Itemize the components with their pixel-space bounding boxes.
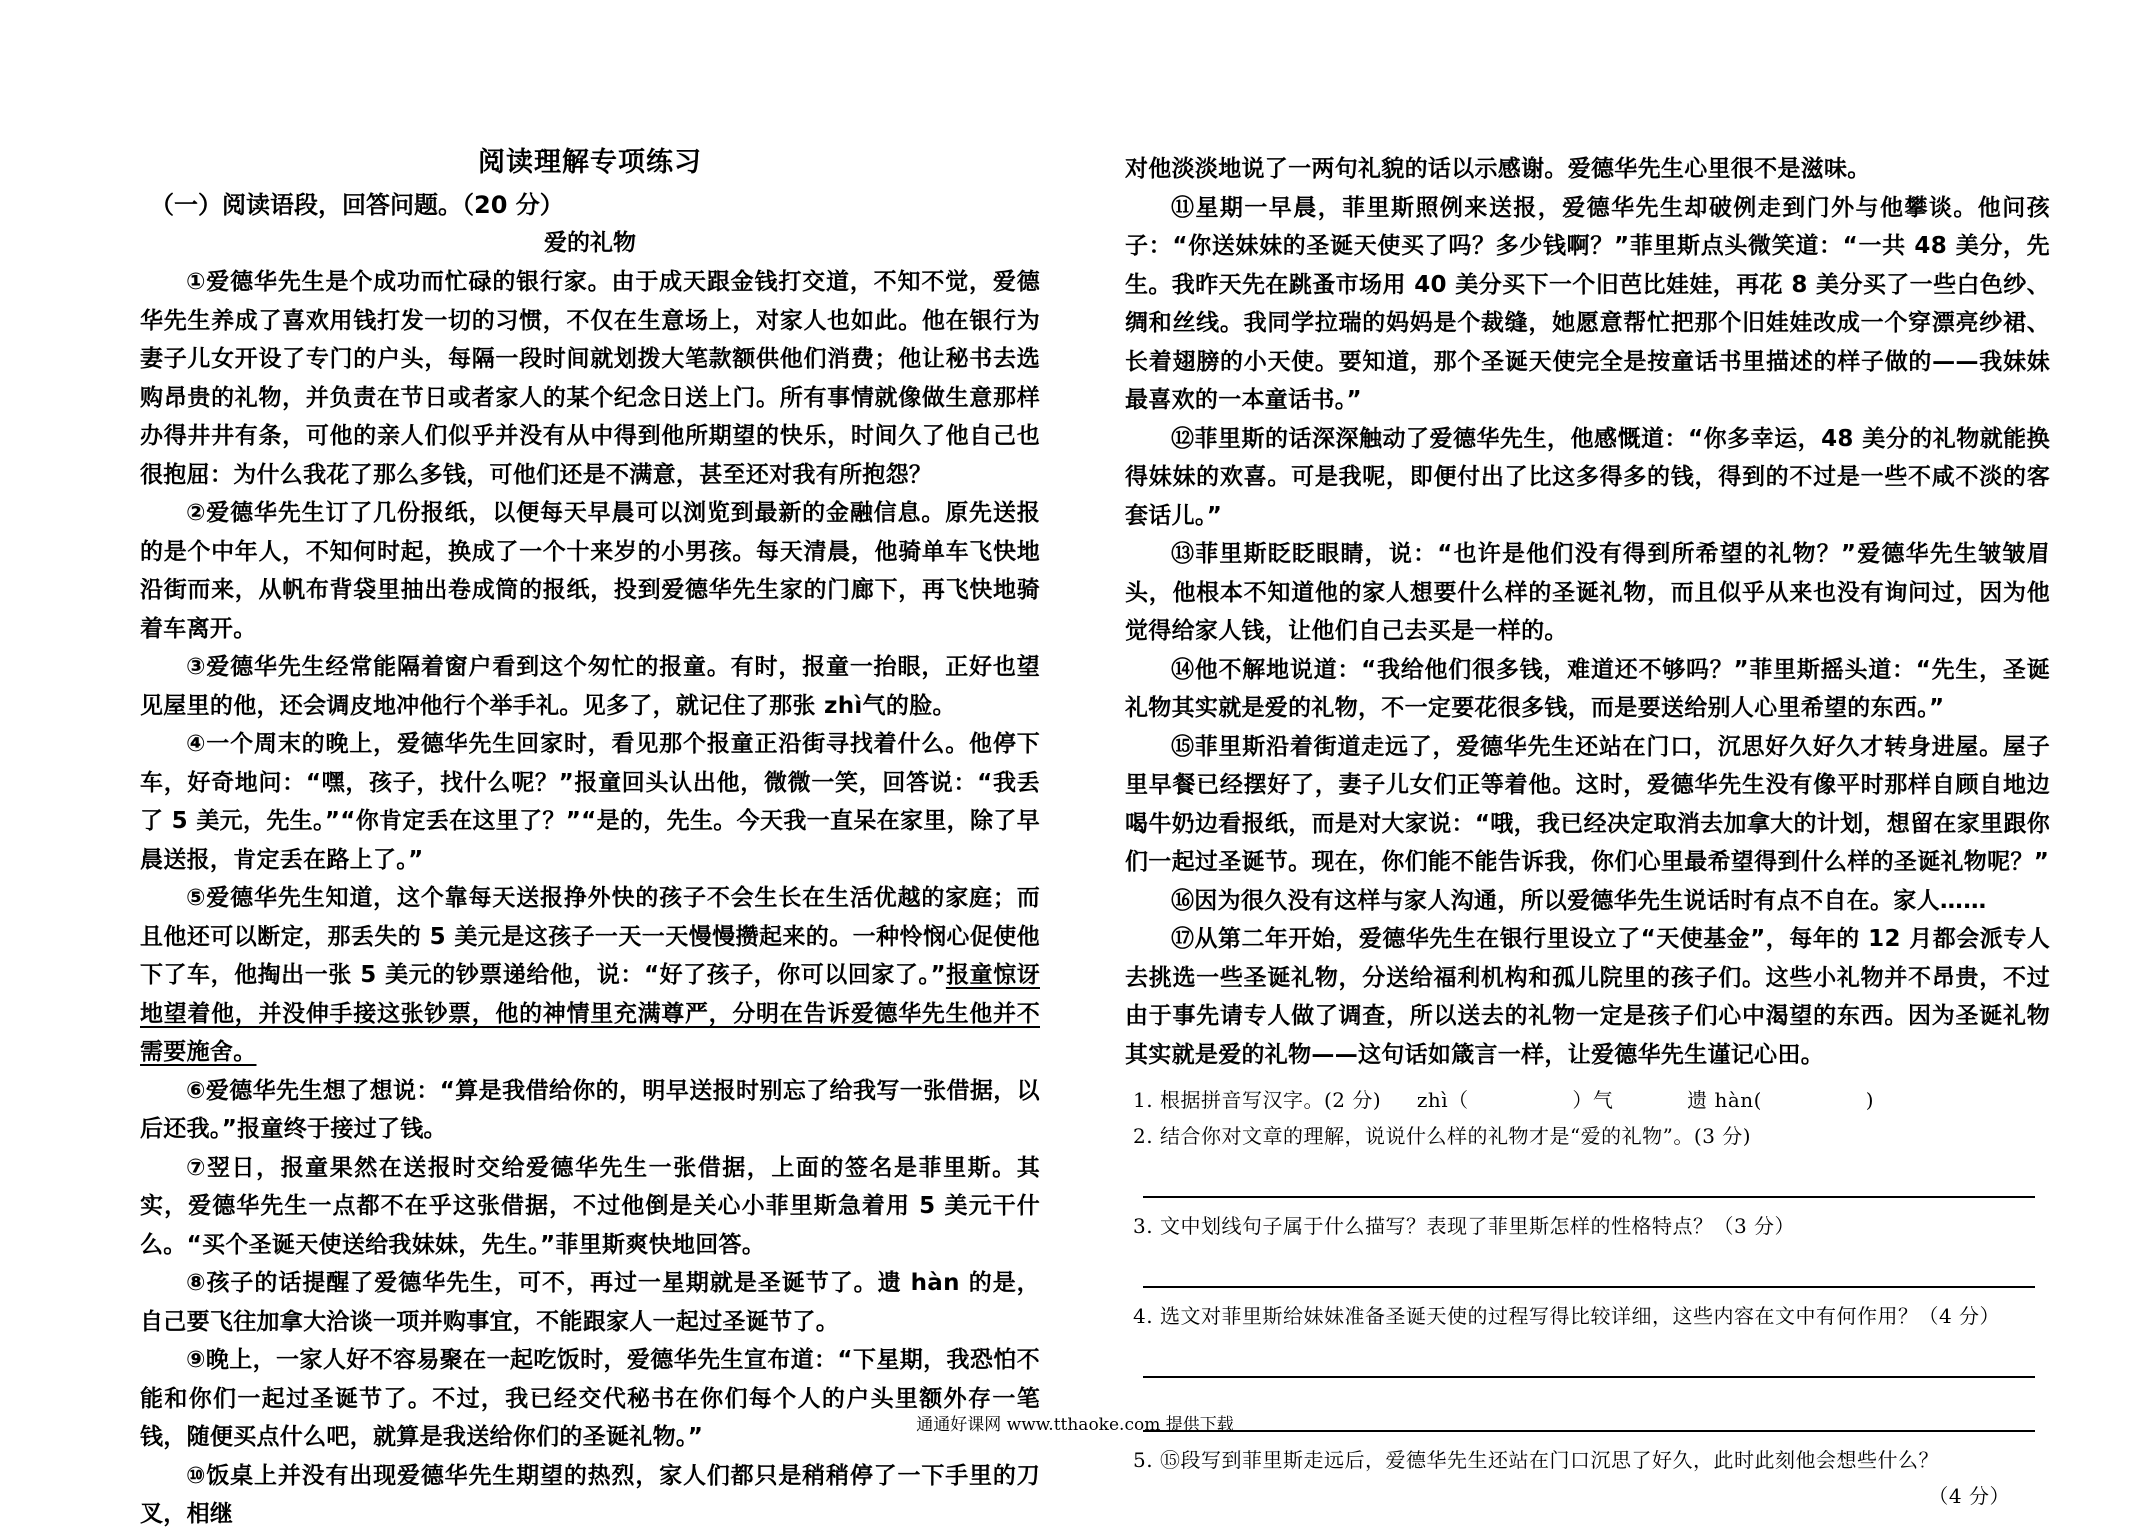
paragraph-16: ⑯因为很久没有这样与家人沟通，所以爱德华先生说话时有点不自在。家人……: [1171, 887, 1987, 914]
underlined-sentence: 报童惊讶地望着他，并没伸手接这张钞票，他的神情里充满尊严，分明在告诉爱德华先生他并不需要施舍。: [140, 962, 1040, 1065]
questions-section: [1125, 1082, 2050, 1514]
paragraph-9: ⑨晚上，一家人好不容易聚在一起吃饭时，爱德华先生宣布道：“下星期，我恐怕不能和你们一起过圣诞节了。不过，我已经交代秘书在你们每个人的户头里额外存一笔钱，随便买点什么吧，就算是我送给你们的圣诞礼物。”: [140, 1347, 1040, 1450]
left-column: [140, 140, 1040, 1534]
paragraph-12: ⑫菲里斯的话深深触动了爱德华先生，他感慨道：“你多幸运，48 美分的礼物就能换得妹妹的欢喜。可是我呢，即便付出了比这多得多的钱，得到的不过是一些不咸不淡的客套话儿。”: [1125, 425, 2050, 529]
question-1-prompt: 1. 根据拼音写汉字。(2 分): [1133, 1088, 1382, 1112]
question-1-suffix-2: ): [1865, 1088, 1875, 1112]
paragraph-2: ②爱德华先生订了几份报纸，以便每天早晨可以浏览到最新的金融信息。原先送报的是个中年人，不知何时起，换成了一个十来岁的小男孩。每天清晨，他骑单车飞快地沿街而来，从帆布背袋里抽出卷成筒的报纸，投到爱德华先生家的门廊下，再飞快地骑着车离开。: [140, 500, 1040, 642]
paragraph-6: ⑥爱德华先生想了想说：“算是我借给你的，明早送报时别忘了给我写一张借据，以后还我。”报童终于接过了钱。: [140, 1077, 1040, 1142]
paragraph-4: ④一个周末的晚上，爱德华先生回家时，看见那个报童正沿街寻找着什么。他停下车，好奇地问：“嘿，孩子，找什么呢？”报童回头认出他，微微一笑，回答说：“我丢了 5 美元，先生。”“你肯定丢在这里了？”“是的，先生。今天我一直呆在家里，除了早晨送报，肯定丢在路上了。”: [140, 731, 1040, 873]
question-4: 4. 选文对菲里斯给妹妹准备圣诞天使的过程写得比较详细，这些内容在文中有何作用？（4 分）: [1133, 1304, 2001, 1328]
question-1-pinyin-2: 遗 hàn(: [1687, 1088, 1762, 1112]
question-1-pinyin-1: zhì（: [1416, 1088, 1469, 1112]
paragraph-7: ⑦翌日，报童果然在送报时交给爱德华先生一张借据，上面的签名是菲里斯。其实，爱德华先生一点都不在乎这张借据，不过他倒是关心小菲里斯急着用 5 美元干什么。“买个圣诞天使送给我妹妹，先生。”菲里斯爽快地回答。: [140, 1154, 1040, 1258]
paragraph-15: ⑮菲里斯沿着街道走远了，爱德华先生还站在门口，沉思好久好久才转身进屋。屋子里早餐已经摆好了，妻子儿女们正等着他。这时，爱德华先生没有像平时那样自顾自地边喝牛奶边看报纸，而是对大家说：“哦，我已经决定取消去加拿大的计划，想留在家里跟你们一起过圣诞节。现在，你们能不能告诉我，你们心里最希望得到什么样的圣诞礼物呢？”: [1125, 733, 2050, 875]
paragraph-8: ⑧孩子的话提醒了爱德华先生，可不，再过一星期就是圣诞节了。遗 hàn 的是，自己要飞往加拿大洽谈一项并购事宜，不能跟家人一起过圣诞节了。: [140, 1270, 1040, 1335]
paragraph-11: ⑪星期一早晨，菲里斯照例来送报，爱德华先生却破例走到门外与他攀谈。他问孩子：“你送妹妹的圣诞天使买了吗？多少钱啊？”菲里斯点头微笑道：“一共 48 美分，先生。我昨天先在跳蚤市场用 40 美分买下一个旧芭比娃娃，再花 8 美分买了一些白色纱、绸和丝线。我同学拉瑞的妈妈是个裁缝，她愿意帮忙把那个旧娃娃改成一个穿漂亮纱裙、长着翅膀的小天使。要知道，那个圣诞天使完全是按童话书里描述的样子做的——我妹妹最喜欢的一本童话书。”: [1125, 194, 2050, 413]
question-2: 2. 结合你对文章的理解，说说什么样的礼物才是“爱的礼物”。(3 分): [1133, 1124, 1752, 1148]
answer-line-4a[interactable]: [1143, 1334, 2035, 1378]
paragraph-10: ⑩饭桌上并没有出现爱德华先生期望的热烈，家人们都只是稍稍停了一下手里的刀叉，相继: [140, 1462, 1040, 1527]
question-1-suffix-1: ）气: [1572, 1088, 1614, 1112]
passage-title: 爱的礼物: [544, 230, 636, 256]
question-3: 3. 文中划线句子属于什么描写？表现了菲里斯怎样的性格特点？（3 分）: [1133, 1214, 1796, 1238]
answer-line-2[interactable]: [1143, 1154, 2035, 1198]
page-footer: 通通好课网 www.tthaoke.com 提供下载: [916, 1415, 1234, 1435]
paragraph-1: ①爱德华先生是个成功而忙碌的银行家。由于成天跟金钱打交道，不知不觉，爱德华先生养成了喜欢用钱打发一切的习惯，不仅在生意场上，对家人也如此。他在银行为妻子儿女开设了专门的户头，每隔一段时间就划拨大笔款额供他们消费；他让秘书去选购昂贵的礼物，并负责在节日或者家人的某个纪念日送上门。所有事情就像做生意那样办得井井有条，可他的亲人们似乎并没有从中得到他所期望的快乐，时间久了他自己也很抱屈：为什么我花了那么多钱，可他们还是不满意，甚至还对我有所抱怨？: [140, 269, 1040, 488]
page-title: 阅读理解专项练习: [478, 147, 702, 178]
paragraph-5: [140, 879, 1040, 1072]
paragraph-14: ⑭他不解地说道：“我给他们很多钱，难道还不够吗？”菲里斯摇头道：“先生，圣诞礼物其实就是爱的礼物，不一定要花很多钱，而是要送给别人心里希望的东西。”: [1125, 656, 2050, 721]
paragraph-13: ⑬菲里斯眨眨眼睛，说：“也许是他们没有得到所希望的礼物？”爱德华先生皱皱眉头，他根本不知道他的家人想要什么样的圣诞礼物，而且似乎从来也没有询问过，因为他觉得给家人钱，让他们自己去买是一样的。: [1125, 541, 2050, 644]
answer-line-3[interactable]: [1143, 1244, 2035, 1288]
question-5: 5. ⑮段写到菲里斯走远后，爱德华先生还站在门口沉思了好久，此时此刻他会想些什么？: [1133, 1448, 1939, 1472]
question-5-score: （4 分）: [1928, 1484, 2010, 1508]
question-1: [1125, 1082, 2050, 1118]
paragraph-10-cont: 对他淡淡地说了一两句礼貌的话以示感谢。爱德华先生心里很不是滋味。: [1125, 156, 1871, 182]
paragraph-17: ⑰从第二年开始，爱德华先生在银行里设立了“天使基金”，每年的 12 月都会派专人去挑选一些圣诞礼物，分送给福利机构和孤儿院里的孩子们。这些小礼物并不昂贵，不过由于事先请专人做了调查，所以送去的礼物一定是孩子们心中渴望的东西。因为圣诞礼物其实就是爱的礼物——这句话如箴言一样，让爱德华先生谨记心田。: [1125, 926, 2050, 1068]
right-column: [1125, 150, 2050, 1514]
paragraph-5-text: ⑤爱德华先生知道，这个靠每天送报挣外快的孩子不会生长在生活优越的家庭；而且他还可以断定，那丢失的 5 美元是这孩子一天一天慢慢攒起来的。一种怜悯心促使他下了车，他掏出一张 5 美元的钞票递给他，说：“好了孩子，你可以回家了。”: [140, 885, 1040, 988]
section-heading: （一）阅读语段，回答问题。（20 分）: [150, 191, 564, 219]
paragraph-3: ③爱德华先生经常能隔着窗户看到这个匆忙的报童。有时，报童一抬眼，正好也望见屋里的他，还会调皮地冲他行个举手礼。见多了，就记住了那张 zhì气的脸。: [140, 654, 1040, 719]
